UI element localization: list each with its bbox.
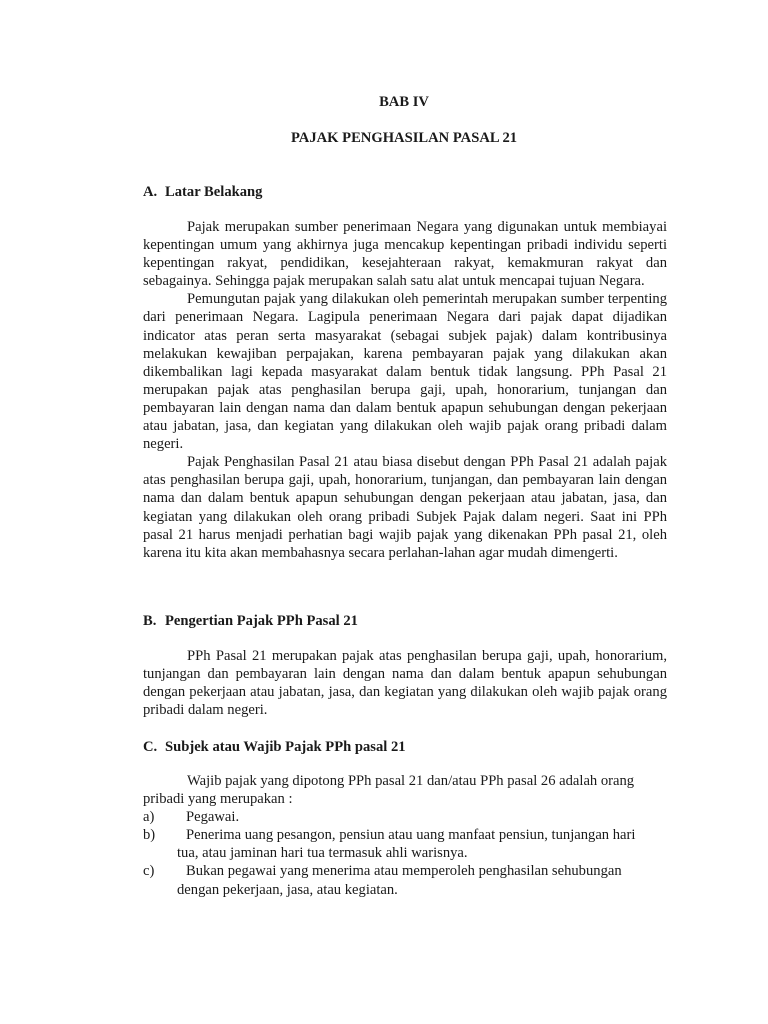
section-a-paragraph-3: Pajak Penghasilan Pasal 21 atau biasa disebut dengan PPh Pasal 21 adalah pajak atas penghasilan berupa gaji, upah, honorarium, tunjangan, dan pembayaran lain dengan nama dan dalam bentuk apapun sehubungan dengan pekerjaan atau jabatan, jasa, dan kegiatan yang dilakukan oleh orang pribadi Subjek Pajak dalam negeri. Saat ini PPh pasal 21 harus menjadi perhatian bagi wajib pajak yang dikenakan PPh pasal 21, oleh karena itu kita akan membahasnya secara perlahan-lahan agar mudah dimengerti. — [143, 454, 667, 561]
list-item-continuation: tua, atau jaminan hari tua termasuk ahli warisnya. — [177, 845, 468, 862]
section-b-letter: B. — [143, 613, 157, 629]
section-a-heading — [143, 183, 262, 201]
section-c-heading — [143, 738, 406, 756]
section-a-letter: A. — [143, 184, 158, 200]
list-item-text: Penerima uang pesangon, pensiun atau uang manfaat pensiun, tunjangan hari — [186, 827, 636, 844]
list-marker: a) — [143, 809, 155, 826]
section-a-body — [143, 218, 667, 562]
list-item-text: Bukan pegawai yang menerima atau memperoleh penghasilan sehubungan — [186, 863, 622, 880]
list-marker: c) — [143, 863, 155, 880]
list-item — [143, 808, 667, 826]
section-a-title: Latar Belakang — [165, 184, 263, 200]
section-c-body — [143, 772, 667, 899]
section-c-intro: Wajib pajak yang dipotong PPh pasal 21 dan/atau PPh pasal 26 adalah orang pribadi yang merupakan : — [143, 773, 635, 808]
chapter-number: BAB IV — [379, 94, 429, 110]
section-c-title: Subjek atau Wajib Pajak PPh pasal 21 — [165, 739, 406, 755]
section-a-paragraph-1: Pajak merupakan sumber penerimaan Negara yang digunakan untuk membiayai kepentingan umum yang akhirnya juga mencakup kepentingan pribadi individu seperti kepentingan rakyat, pendidikan, kesejahteraan rakyat, kemakmuran rakyat dan sebagainya. Sehingga pajak merupakan salah satu alat untuk mencapai tujuan Negara. — [143, 219, 667, 290]
list-item-continuation: dengan pekerjaan, jasa, atau kegiatan. — [177, 881, 398, 898]
section-a-paragraph-2: Pemungutan pajak yang dilakukan oleh pemerintah merupakan sumber terpenting dari penerimaan Negara. Lagipula penerimaan Negara dari pajak dapat dijadikan indicator atas peran serta masyarakat (sebagai subjek pajak) dalam kontribusinya melakukan kewajiban perpajakan, karena pembayaran pajak yang dilakukan akan dikembalikan lagi kepada masyarakat dalam bentuk tidak langsung. PPh Pasal 21 merupakan pajak atas penghasilan berupa gaji, upah, honorarium, tunjangan dan pembayaran lain dengan nama dan dalam bentuk apapun sehubungan dengan pekerjaan atau jabatan, jasa, dan kegiatan yang dilakukan oleh wajib pajak orang pribadi dalam negeri. — [143, 291, 667, 453]
list-marker: b) — [143, 827, 156, 844]
section-b-body — [143, 647, 667, 719]
list-item — [143, 826, 667, 862]
section-b-heading — [143, 612, 358, 630]
chapter-title: PAJAK PENGHASILAN PASAL 21 — [290, 130, 518, 146]
list-item-text: Pegawai. — [186, 809, 240, 826]
section-b-paragraph-1: PPh Pasal 21 merupakan pajak atas penghasilan berupa gaji, upah, honorarium, tunjangan dan pembayaran lain dengan nama dan dalam bentuk apapun sehubungan dengan pekerjaan atau jabatan, jasa, dan kegiatan yang dilakukan oleh wajib pajak orang pribadi dalam negeri. — [143, 648, 667, 719]
list-item — [143, 862, 667, 898]
section-b-title: Pengertian Pajak PPh Pasal 21 — [165, 613, 358, 629]
section-c-letter: C. — [143, 739, 158, 755]
